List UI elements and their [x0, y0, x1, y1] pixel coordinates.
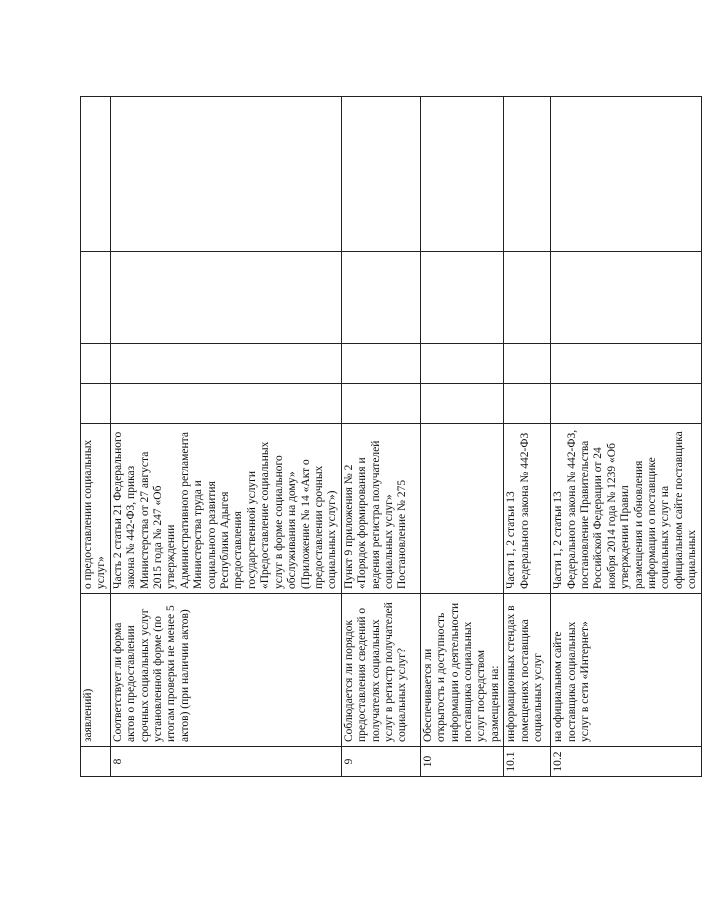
table-row	[504, 97, 551, 777]
table-row	[110, 97, 341, 777]
empty-cell	[81, 384, 111, 424]
empty-cell	[420, 344, 503, 384]
empty-cell	[504, 252, 551, 344]
empty-cell	[420, 97, 503, 252]
table-row	[420, 97, 503, 777]
row-number	[81, 747, 111, 777]
table-row	[341, 97, 420, 777]
question-cell: Соблюдается ли порядок предоставления сведений о получателях социальных услуг в регистр получателей социальных услуг?	[341, 594, 420, 747]
empty-cell	[504, 344, 551, 384]
empty-cell	[551, 384, 701, 424]
empty-cell	[504, 97, 551, 252]
row-number: 10.2	[551, 747, 701, 777]
empty-cell	[420, 252, 503, 344]
empty-cell	[81, 252, 111, 344]
empty-cell	[551, 344, 701, 384]
empty-cell	[110, 97, 341, 252]
question-cell: Соответствует ли форма актов о предоставлении срочных социальных услуг установленной форме (по итогам проверки не менее 5 актов) (при наличии актов)	[110, 594, 341, 747]
empty-cell	[110, 384, 341, 424]
question-cell: на официальном сайте поставщика социальных услуг в сети «Интернет»	[551, 594, 701, 747]
legal-reference-cell: Пункт 9 приложения № 2 «Порядок формирования и ведения регистра получателей социальных услуг» Постановление № 275	[341, 424, 420, 594]
empty-cell	[341, 97, 420, 252]
table-row	[81, 97, 111, 777]
empty-cell	[110, 252, 341, 344]
question-cell: заявлений)	[81, 594, 111, 747]
legal-reference-cell: Части 1, 2 статьи 13 Федерального закона № 442-ФЗ, постановление Правительства Российской Федерации от 24 ноября 2014 года № 1239 «Об утверждении Правил размещения и обновления информации о поставщике социальных услуг на официальном сайте поставщика социальных	[551, 424, 701, 594]
empty-cell	[81, 344, 111, 384]
empty-cell	[551, 252, 701, 344]
legal-reference-cell: о предоставлении социальных услуг»	[81, 424, 111, 594]
legal-reference-cell: Части 1, 2 статьи 13 Федерального закона № 442-ФЗ	[504, 424, 551, 594]
empty-cell	[341, 252, 420, 344]
question-cell: информационных стендах в помещениях поставщика социальных услуг	[504, 594, 551, 747]
rotated-document-page	[80, 97, 699, 777]
empty-cell	[341, 384, 420, 424]
empty-cell	[551, 97, 701, 252]
legal-reference-cell	[420, 424, 503, 594]
legal-reference-cell: Часть 2 статьи 21 Федерального закона № 442-ФЗ, приказ Министерства от 27 августа 2015 года № 247 «Об утверждении Административного регламента Министерства труда и социального развития Республики Адыгея предоставления государственной услуги «Предоставление социальных услуг в форме социального обслуживания на дому» (Приложение № 14 «Акт о предоставлении срочных социальных услуг»)	[110, 424, 341, 594]
empty-cell	[420, 384, 503, 424]
empty-cell	[341, 344, 420, 384]
empty-cell	[110, 344, 341, 384]
empty-cell	[81, 97, 111, 252]
row-number: 10.1	[504, 747, 551, 777]
row-number: 8	[110, 747, 341, 777]
inspection-checklist-table	[80, 96, 702, 777]
table-row	[551, 97, 701, 777]
empty-cell	[504, 384, 551, 424]
row-number: 9	[341, 747, 420, 777]
row-number: 10	[420, 747, 503, 777]
question-cell: Обеспечивается ли открытость и доступность информации о деятельности поставщика социальных услуг посредством размещения на:	[420, 594, 503, 747]
